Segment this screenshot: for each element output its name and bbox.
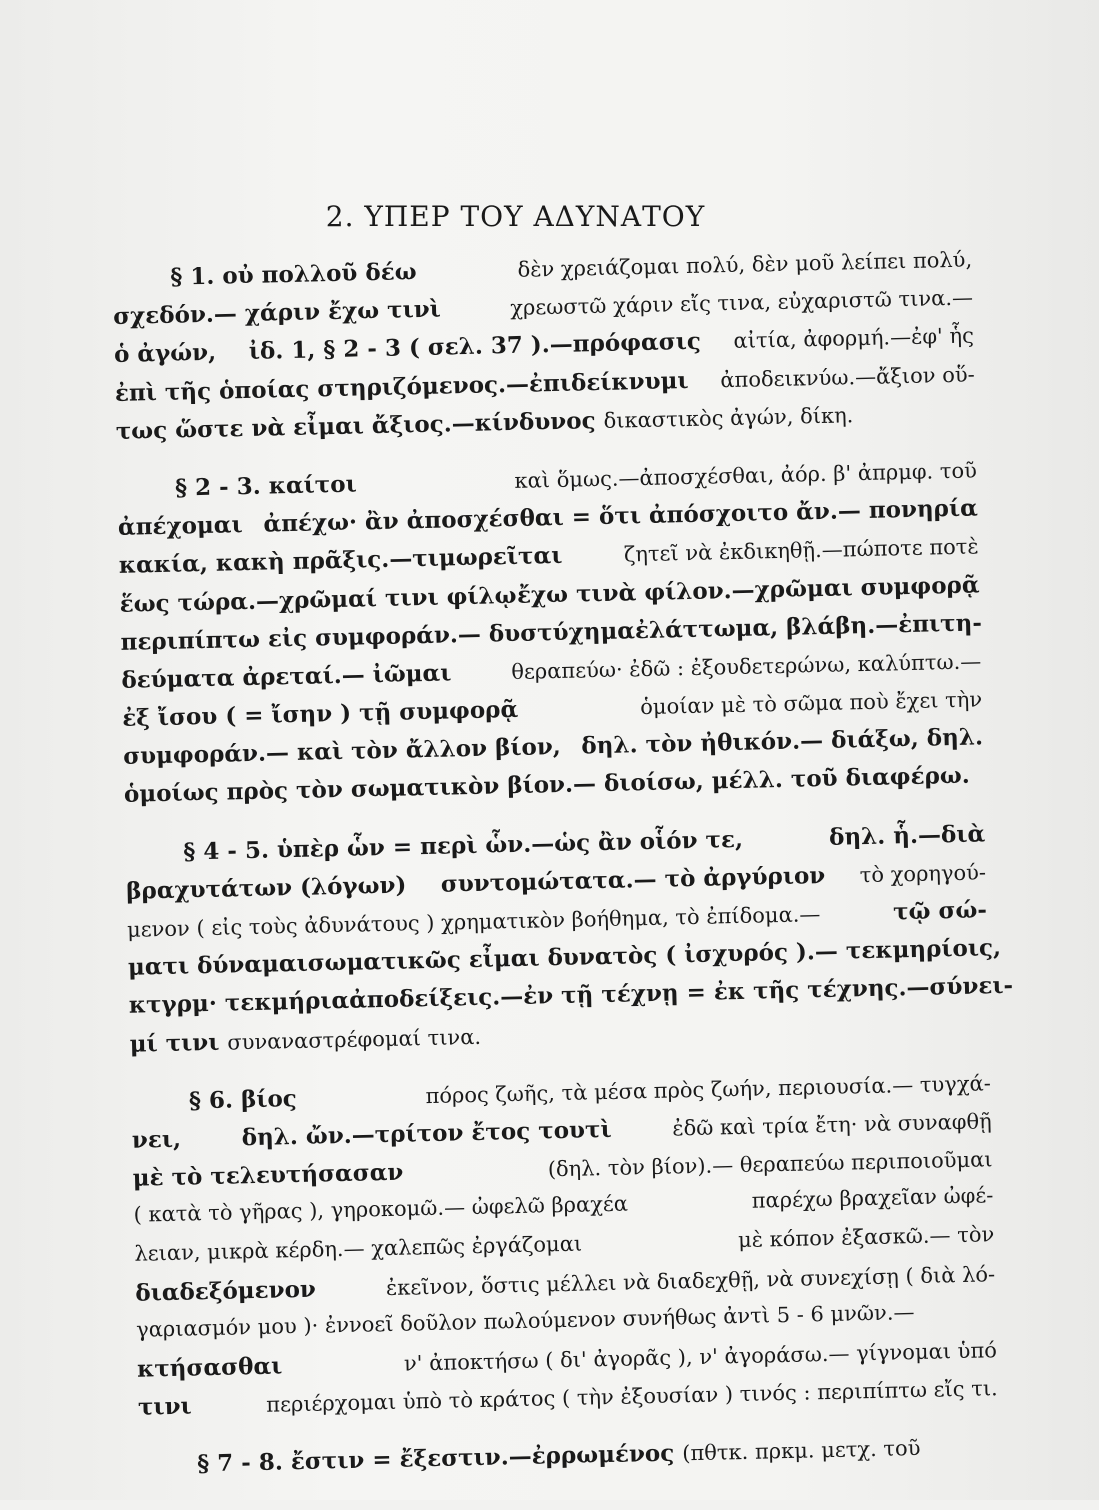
section-2-3-paragraph — [117, 456, 985, 819]
text-line — [139, 1433, 1000, 1491]
line-segment: (πθτκ. πρκμ. μετχ. τοῦ — [681, 1436, 921, 1466]
line-segment: σωματικῶς εἶμαι δυνατὸς ( ἰσχυρός ).— τεκμηρίοις, — [307, 934, 1002, 977]
line-segment: βραχυτάτων (λόγων) — [125, 871, 407, 905]
line-segment: δὲν χρειάζομαι πολύ, δὲν μοῦ λείπει πολύ, — [517, 247, 973, 282]
line-segment: § 1. οὐ πολλοῦ δέω — [169, 258, 417, 291]
section-4-5-paragraph — [125, 819, 1014, 1069]
line-segment: καὶ ὅμως.—ἀποσχέσθαι, ἀόρ. β' ἀπρμφ. τοῦ — [514, 458, 978, 493]
line-segment: ἐπὶ τῆς ὁποίας στηριζόμενος.—ἐπιδείκνυμι — [114, 366, 689, 407]
line-segment: γαριασμόν μου )· ἐννοεῖ δοῦλον πωλούμενον συνήθως ἀντὶ 5 - 6 μνῶν.— — [135, 1299, 915, 1342]
chapter-title: 2. ΥΠΕΡ ΤΟΥ ΑΔΥΝΑΤΟΥ — [325, 200, 706, 233]
line-segment: § 4 - 5. ὑπὲρ ὧν = περὶ ὧν.—ὡς ἂν οἷόν τε, — [183, 825, 744, 866]
line-segment: δηλ. τὸν ἠθικόν.— διάξω, δηλ. — [581, 723, 984, 760]
line-segment: ἕως τώρα.—χρῶμαί τινι φίλῳ — [119, 581, 517, 618]
line-segment: ἰδ. 1, § 2 - 3 ( σελ. 37 ).—πρόφασις — [248, 328, 702, 366]
line-segment: συντομώτατα.— τὸ ἀργύριον — [440, 861, 826, 898]
line-segment: ζητεῖ νὰ ἐκδικηθῇ.—πώποτε ποτὲ — [623, 534, 979, 567]
line-segment: μέλλ. τοῦ διαφέρω. — [711, 762, 971, 795]
line-segment: αἰτία, ἀφορμή.—ἐφ' ἧς — [733, 323, 975, 354]
line-segment: χρεωστῶ χάριν εἴς τινα, εὐχαριστῶ τινα.— — [509, 285, 974, 321]
line-segment: πόρος ζωῆς, τὰ μέσα πρὸς ζωήν, περιουσία.— τυγχά- — [425, 1071, 992, 1108]
line-segment: ἀποδείξεις.—ἐν τῇ τέχνῃ = ἐκ τῆς τέχνης.—σύνει- — [348, 972, 1014, 1015]
line-segment: ( κατὰ τὸ γῆρας ), γηροκομῶ.— ὠφελῶ βραχέα — [133, 1191, 629, 1228]
line-segment: ματι δύναμαι — [127, 949, 308, 982]
line-segment: δηλ. ὤν.—τρίτον ἔτος τουτὶ — [241, 1115, 612, 1152]
line-segment: ὁ ἀγών, — [113, 339, 217, 369]
line-segment: περιέρχομαι ὑπὸ τὸ κράτος ( τὴν ἐξουσίαν ) τινός : περιπίπτω εἴς τι. — [266, 1376, 998, 1418]
line-segment: τως ὥστε νὰ εἶμαι ἄξιος.—κίνδυνος — [115, 406, 596, 445]
line-segment: συναναστρέφομαί τινα. — [227, 1024, 482, 1055]
line-segment: δικαστικὸς ἀγών, δίκη. — [603, 402, 854, 433]
line-segment: ὁμοίαν μὲ τὸ σῶμα ποὺ ἔχει τὴν — [639, 687, 983, 720]
line-segment: (δηλ. τὸν βίον).— θεραπεύω περιποιοῦμαι — [547, 1147, 993, 1182]
line-segment: κτγρμ· τεκμήρια — [128, 987, 350, 1020]
line-segment: τὸ χορηγού- — [859, 860, 987, 888]
section-7-8-paragraph — [139, 1433, 1000, 1491]
section-6-paragraph — [131, 1069, 999, 1432]
line-segment: μὲ τὸ τελευτήσασαν — [132, 1158, 404, 1192]
line-segment: τῷ σώ- — [892, 896, 988, 926]
line-segment: ὁμοίως πρὸς τὸν σωματικὸν βίον.— διοίσω, — [123, 768, 705, 809]
line-segment: ἐξ ἴσου ( = ἴσην ) τῇ συμφορᾷ — [121, 695, 519, 732]
commentary-text — [112, 245, 1014, 1510]
line-segment: μενον ( εἰς τοὺς ἀδυνάτους ) χρηματικὸν βοήθημα, τὸ ἐπίδομα.— — [126, 902, 821, 942]
line-segment: παρέχω βραχεῖαν ὠφέ- — [751, 1183, 994, 1214]
line-segment: θεραπεύω· ἐδῶ : ἐξουδετερώνω, καλύπτω.— — [511, 649, 982, 684]
line-segment: ἀπέχω· ἂν ἀποσχέσθαι = ὅτι ἀπόσχοιτο ἄν.— πονηρία — [263, 494, 979, 538]
line-segment: κακία, κακὴ πρᾶξις.—τιμωρεῖται — [118, 542, 563, 580]
line-segment: ἀπέχομαι — [117, 511, 243, 542]
line-segment: ν' ἀποκτήσω ( δι' ἀγορᾶς ), ν' ἀγοράσω.— γίγνομαι ὑπό — [403, 1338, 998, 1376]
line-segment: ἐκεῖνον, ὅστις μέλλει νὰ διαδεχθῇ, νὰ συνεχίσῃ ( διὰ λό- — [385, 1261, 996, 1300]
section-1-paragraph — [112, 245, 976, 455]
line-segment: ἔχω τινὰ φίλον.—χρῶμαι συμφορᾷ — [516, 570, 980, 609]
line-segment: τινι — [137, 1392, 192, 1421]
line-segment: § 2 - 3. καίτοι — [174, 470, 357, 502]
line-segment: δεύματα ἀρεταί.— ἰῶμαι — [121, 659, 452, 694]
line-segment: κτήσασθαι — [136, 1352, 283, 1383]
line-segment: διαδεξόμενον — [135, 1275, 317, 1307]
line-segment: συμφοράν.— καὶ τὸν ἄλλον βίον, — [122, 733, 562, 771]
line-segment: περιπίπτω εἰς συμφοράν.— δυστύχημα — [120, 616, 636, 656]
line-segment: σχεδόν.— χάριν ἔχω τινὶ — [112, 295, 442, 331]
line-segment: δηλ. ἧ.—διὰ — [828, 819, 986, 851]
line-segment: λειαν, μικρὰ κέρδη.— χαλεπῶς ἐργάζομαι — [134, 1231, 583, 1266]
line-segment: μί τινι — [129, 1028, 220, 1058]
line-segment: ἐδῶ καὶ τρία ἔτη· νὰ συναφθῇ — [672, 1109, 992, 1141]
line-segment: § 7 - 8. ἔστιν = ἔξεστιν.—ἐρρωμένος — [196, 1439, 675, 1478]
line-segment: ἐλάττωμα, βλάβη.—ἐπιτη- — [634, 609, 983, 644]
line-segment: § 6. βίος — [188, 1084, 298, 1115]
line-segment: νει, — [131, 1125, 182, 1154]
line-segment: μὲ κόπον ἐξασκῶ.— τὸν — [737, 1221, 995, 1252]
line-segment: ἀποδεικνύω.—ἄξιον οὕ- — [720, 362, 975, 392]
